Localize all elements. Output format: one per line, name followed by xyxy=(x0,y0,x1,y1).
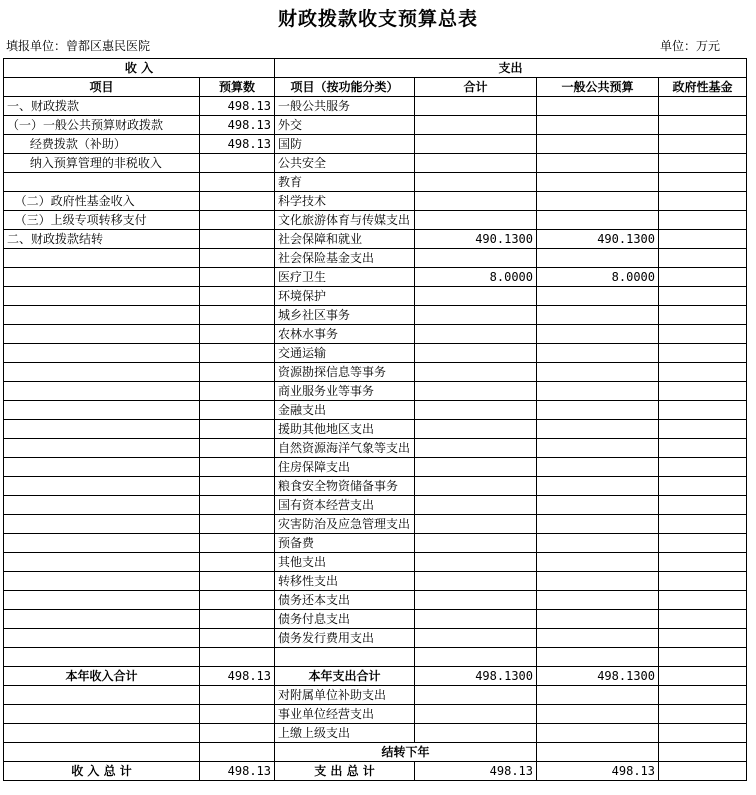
table-cell xyxy=(200,230,275,249)
table-cell xyxy=(4,325,200,344)
table-cell xyxy=(4,553,200,572)
table-row xyxy=(4,458,747,477)
table-row xyxy=(4,173,747,192)
table-row xyxy=(4,344,747,363)
table-cell xyxy=(537,382,659,401)
table-cell: 498.13 xyxy=(200,97,275,116)
table-cell: 8.0000 xyxy=(537,268,659,287)
table-cell xyxy=(4,268,200,287)
table-cell xyxy=(415,477,537,496)
table-cell xyxy=(659,154,747,173)
table-cell: 援助其他地区支出 xyxy=(275,420,415,439)
table-cell xyxy=(200,477,275,496)
table-cell: 社会保险基金支出 xyxy=(275,249,415,268)
table-row xyxy=(4,572,747,591)
table-cell xyxy=(200,173,275,192)
table-row xyxy=(4,591,747,610)
table-cell: 外交 xyxy=(275,116,415,135)
carry-over-row xyxy=(4,743,747,762)
income-year-total-label: 本年收入合计 xyxy=(4,667,200,686)
table-cell xyxy=(200,572,275,591)
budget-table xyxy=(3,58,747,781)
table-cell xyxy=(200,743,275,762)
table-cell xyxy=(659,743,747,762)
table-cell xyxy=(4,287,200,306)
table-cell: 转移性支出 xyxy=(275,572,415,591)
table-cell xyxy=(659,268,747,287)
table-row xyxy=(4,420,747,439)
table-cell xyxy=(537,477,659,496)
table-cell xyxy=(659,439,747,458)
table-cell: 城乡社区事务 xyxy=(275,306,415,325)
table-cell xyxy=(200,306,275,325)
table-cell xyxy=(200,553,275,572)
table-cell xyxy=(415,192,537,211)
table-cell xyxy=(415,591,537,610)
table-cell xyxy=(659,458,747,477)
col-header-general-budget: 一般公共预算 xyxy=(537,78,659,97)
table-cell xyxy=(537,135,659,154)
table-cell xyxy=(659,249,747,268)
table-cell xyxy=(200,249,275,268)
table-cell: 住房保障支出 xyxy=(275,458,415,477)
table-cell xyxy=(200,724,275,743)
table-row xyxy=(4,439,747,458)
table-cell xyxy=(659,211,747,230)
table-cell: 科学技术 xyxy=(275,192,415,211)
income-year-total-value: 498.13 xyxy=(200,667,275,686)
table-cell xyxy=(4,515,200,534)
grand-total-row xyxy=(4,762,747,781)
table-cell xyxy=(659,344,747,363)
table-row xyxy=(4,306,747,325)
table-cell: （三）上级专项转移支付 xyxy=(4,211,200,230)
table-cell xyxy=(659,477,747,496)
table-cell xyxy=(537,572,659,591)
table-cell xyxy=(659,629,747,648)
table-cell: 二、财政拨款结转 xyxy=(4,230,200,249)
table-cell xyxy=(659,610,747,629)
year-total-row xyxy=(4,667,747,686)
budget-table-body xyxy=(4,59,747,781)
table-cell xyxy=(4,477,200,496)
table-cell: 经费拨款（补助） xyxy=(4,135,200,154)
table-cell: 债务付息支出 xyxy=(275,610,415,629)
table-cell: 一、财政拨款 xyxy=(4,97,200,116)
table-cell xyxy=(415,97,537,116)
table-cell xyxy=(4,686,200,705)
table-cell: 资源勘探信息等事务 xyxy=(275,363,415,382)
table-cell: 一般公共服务 xyxy=(275,97,415,116)
table-cell xyxy=(659,705,747,724)
table-cell xyxy=(415,629,537,648)
table-cell xyxy=(659,401,747,420)
table-cell: 灾害防治及应急管理支出 xyxy=(275,515,415,534)
table-cell xyxy=(200,496,275,515)
table-cell xyxy=(200,534,275,553)
table-cell xyxy=(659,496,747,515)
table-cell xyxy=(200,363,275,382)
table-cell xyxy=(4,705,200,724)
table-cell xyxy=(200,382,275,401)
table-cell: 教育 xyxy=(275,173,415,192)
table-cell xyxy=(537,325,659,344)
table-cell xyxy=(537,192,659,211)
table-row xyxy=(4,648,747,667)
income-grand-total-value: 498.13 xyxy=(200,762,275,781)
table-cell xyxy=(200,705,275,724)
table-cell: 文化旅游体育与传媒支出 xyxy=(275,211,415,230)
table-row xyxy=(4,534,747,553)
table-cell xyxy=(537,629,659,648)
table-cell xyxy=(415,306,537,325)
table-cell xyxy=(537,553,659,572)
table-cell xyxy=(659,287,747,306)
table-cell xyxy=(200,344,275,363)
table-cell xyxy=(200,591,275,610)
table-row xyxy=(4,192,747,211)
table-cell xyxy=(659,534,747,553)
col-header-budget: 预算数 xyxy=(200,78,275,97)
table-cell xyxy=(4,401,200,420)
table-cell: 商业服务业等事务 xyxy=(275,382,415,401)
table-cell xyxy=(4,439,200,458)
table-cell xyxy=(415,496,537,515)
table-cell xyxy=(659,325,747,344)
table-cell xyxy=(200,629,275,648)
table-cell xyxy=(659,306,747,325)
expense-grand-fund-value xyxy=(659,762,747,781)
table-cell xyxy=(537,724,659,743)
expense-year-total-value: 498.1300 xyxy=(415,667,537,686)
table-cell xyxy=(415,325,537,344)
expense-year-general-value: 498.1300 xyxy=(537,667,659,686)
table-row xyxy=(4,515,747,534)
table-cell xyxy=(659,591,747,610)
expense-grand-general-value: 498.13 xyxy=(537,762,659,781)
table-cell xyxy=(200,439,275,458)
table-cell: （二）政府性基金收入 xyxy=(4,192,200,211)
table-cell xyxy=(415,572,537,591)
table-cell xyxy=(659,116,747,135)
table-cell xyxy=(415,344,537,363)
table-cell xyxy=(415,363,537,382)
expense-grand-total-value: 498.13 xyxy=(415,762,537,781)
table-cell xyxy=(659,420,747,439)
table-cell xyxy=(4,534,200,553)
table-cell xyxy=(537,534,659,553)
table-cell xyxy=(537,496,659,515)
table-cell xyxy=(4,591,200,610)
table-cell xyxy=(659,382,747,401)
table-cell xyxy=(537,458,659,477)
table-cell xyxy=(4,648,200,667)
table-cell xyxy=(415,648,537,667)
table-cell xyxy=(537,401,659,420)
table-cell xyxy=(659,135,747,154)
table-cell: 社会保障和就业 xyxy=(275,230,415,249)
col-header-gov-fund: 政府性基金 xyxy=(659,78,747,97)
table-cell: 国有资本经营支出 xyxy=(275,496,415,515)
table-cell xyxy=(537,363,659,382)
table-cell xyxy=(200,401,275,420)
table-cell xyxy=(4,743,200,762)
table-cell xyxy=(200,458,275,477)
table-cell: 预备费 xyxy=(275,534,415,553)
table-cell xyxy=(415,458,537,477)
table-cell xyxy=(4,249,200,268)
table-cell: 对附属单位补助支出 xyxy=(275,686,415,705)
table-cell xyxy=(4,724,200,743)
table-cell xyxy=(537,610,659,629)
table-cell xyxy=(415,382,537,401)
table-cell xyxy=(200,211,275,230)
table-cell xyxy=(659,686,747,705)
table-cell xyxy=(200,287,275,306)
table-cell xyxy=(415,553,537,572)
col-header-total: 合计 xyxy=(415,78,537,97)
table-cell xyxy=(4,363,200,382)
table-cell: 8.0000 xyxy=(415,268,537,287)
table-cell xyxy=(537,439,659,458)
table-row xyxy=(4,325,747,344)
table-cell xyxy=(537,287,659,306)
table-cell xyxy=(415,534,537,553)
table-row xyxy=(4,116,747,135)
table-cell: 其他支出 xyxy=(275,553,415,572)
table-row xyxy=(4,705,747,724)
table-cell xyxy=(200,420,275,439)
table-cell xyxy=(200,154,275,173)
table-cell: 环境保护 xyxy=(275,287,415,306)
table-cell xyxy=(659,553,747,572)
table-cell xyxy=(659,572,747,591)
expense-year-fund-value xyxy=(659,667,747,686)
table-cell xyxy=(200,268,275,287)
table-row xyxy=(4,230,747,249)
table-cell: 金融支出 xyxy=(275,401,415,420)
table-cell xyxy=(415,401,537,420)
table-cell: 债务还本支出 xyxy=(275,591,415,610)
table-row xyxy=(4,610,747,629)
table-cell xyxy=(659,230,747,249)
table-row xyxy=(4,477,747,496)
table-row xyxy=(4,135,747,154)
table-row xyxy=(4,401,747,420)
table-cell xyxy=(537,173,659,192)
currency-unit: 单位：万元 xyxy=(660,39,721,53)
table-row xyxy=(4,553,747,572)
table-cell xyxy=(415,287,537,306)
table-cell xyxy=(415,154,537,173)
table-cell xyxy=(200,192,275,211)
table-cell xyxy=(537,420,659,439)
table-cell xyxy=(659,97,747,116)
table-cell xyxy=(537,743,659,762)
carry-over-label: 结转下年 xyxy=(275,743,537,762)
table-cell xyxy=(537,116,659,135)
table-cell: 交通运输 xyxy=(275,344,415,363)
table-cell xyxy=(537,249,659,268)
table-cell xyxy=(415,686,537,705)
table-cell xyxy=(415,610,537,629)
table-cell: 490.1300 xyxy=(415,230,537,249)
table-cell xyxy=(415,439,537,458)
table-cell xyxy=(415,173,537,192)
table-cell xyxy=(537,686,659,705)
table-cell xyxy=(415,705,537,724)
table-cell: 债务发行费用支出 xyxy=(275,629,415,648)
table-row xyxy=(4,382,747,401)
expense-grand-total-label: 支 出 总 计 xyxy=(275,762,415,781)
table-cell xyxy=(659,173,747,192)
table-cell xyxy=(415,249,537,268)
table-cell: 498.13 xyxy=(200,116,275,135)
table-row xyxy=(4,629,747,648)
table-row xyxy=(4,287,747,306)
table-cell: 事业单位经营支出 xyxy=(275,705,415,724)
table-cell: 490.1300 xyxy=(537,230,659,249)
table-cell: 粮食安全物资储备事务 xyxy=(275,477,415,496)
table-cell xyxy=(659,648,747,667)
table-cell xyxy=(537,154,659,173)
table-cell xyxy=(659,192,747,211)
table-cell: 公共安全 xyxy=(275,154,415,173)
table-cell xyxy=(537,97,659,116)
table-cell xyxy=(659,363,747,382)
table-cell xyxy=(4,173,200,192)
table-cell: 上缴上级支出 xyxy=(275,724,415,743)
col-header-income-item: 项目 xyxy=(4,78,200,97)
table-cell xyxy=(415,135,537,154)
table-cell xyxy=(200,686,275,705)
table-cell: （一）一般公共预算财政拨款 xyxy=(4,116,200,135)
table-cell xyxy=(537,515,659,534)
table-row xyxy=(4,268,747,287)
table-row xyxy=(4,249,747,268)
table-cell xyxy=(415,724,537,743)
table-cell xyxy=(4,629,200,648)
table-row xyxy=(4,496,747,515)
table-cell xyxy=(537,591,659,610)
table-cell xyxy=(4,382,200,401)
table-cell xyxy=(659,515,747,534)
reporting-unit: 填报单位：曾都区惠民医院 xyxy=(6,39,151,53)
table-cell xyxy=(537,705,659,724)
table-cell: 医疗卫生 xyxy=(275,268,415,287)
table-cell xyxy=(415,420,537,439)
table-row xyxy=(4,363,747,382)
table-cell xyxy=(200,515,275,534)
page-title: 财政拨款收支预算总表 xyxy=(277,8,478,30)
table-cell xyxy=(537,344,659,363)
table-cell xyxy=(4,496,200,515)
income-grand-total-label: 收 入 总 计 xyxy=(4,762,200,781)
table-cell: 纳入预算管理的非税收入 xyxy=(4,154,200,173)
table-cell xyxy=(200,325,275,344)
table-cell: 国防 xyxy=(275,135,415,154)
table-row xyxy=(4,154,747,173)
table-cell xyxy=(415,515,537,534)
expense-year-total-label: 本年支出合计 xyxy=(275,667,415,686)
table-row xyxy=(4,211,747,230)
table-cell xyxy=(537,306,659,325)
table-cell xyxy=(4,344,200,363)
table-cell xyxy=(4,610,200,629)
table-row xyxy=(4,724,747,743)
table-cell xyxy=(4,458,200,477)
table-row xyxy=(4,686,747,705)
table-cell: 自然资源海洋气象等支出 xyxy=(275,439,415,458)
col-header-expense-item: 项目（按功能分类） xyxy=(275,78,415,97)
table-cell: 农林水事务 xyxy=(275,325,415,344)
expense-group-header: 支出 xyxy=(275,59,747,78)
table-cell xyxy=(537,211,659,230)
table-cell xyxy=(275,648,415,667)
table-cell xyxy=(4,572,200,591)
income-group-header: 收 入 xyxy=(4,59,275,78)
table-cell xyxy=(200,610,275,629)
table-cell xyxy=(415,211,537,230)
table-cell: 498.13 xyxy=(200,135,275,154)
table-cell xyxy=(4,306,200,325)
table-row xyxy=(4,97,747,116)
table-cell xyxy=(4,420,200,439)
table-cell xyxy=(537,648,659,667)
table-cell xyxy=(415,116,537,135)
table-cell xyxy=(659,724,747,743)
table-cell xyxy=(200,648,275,667)
